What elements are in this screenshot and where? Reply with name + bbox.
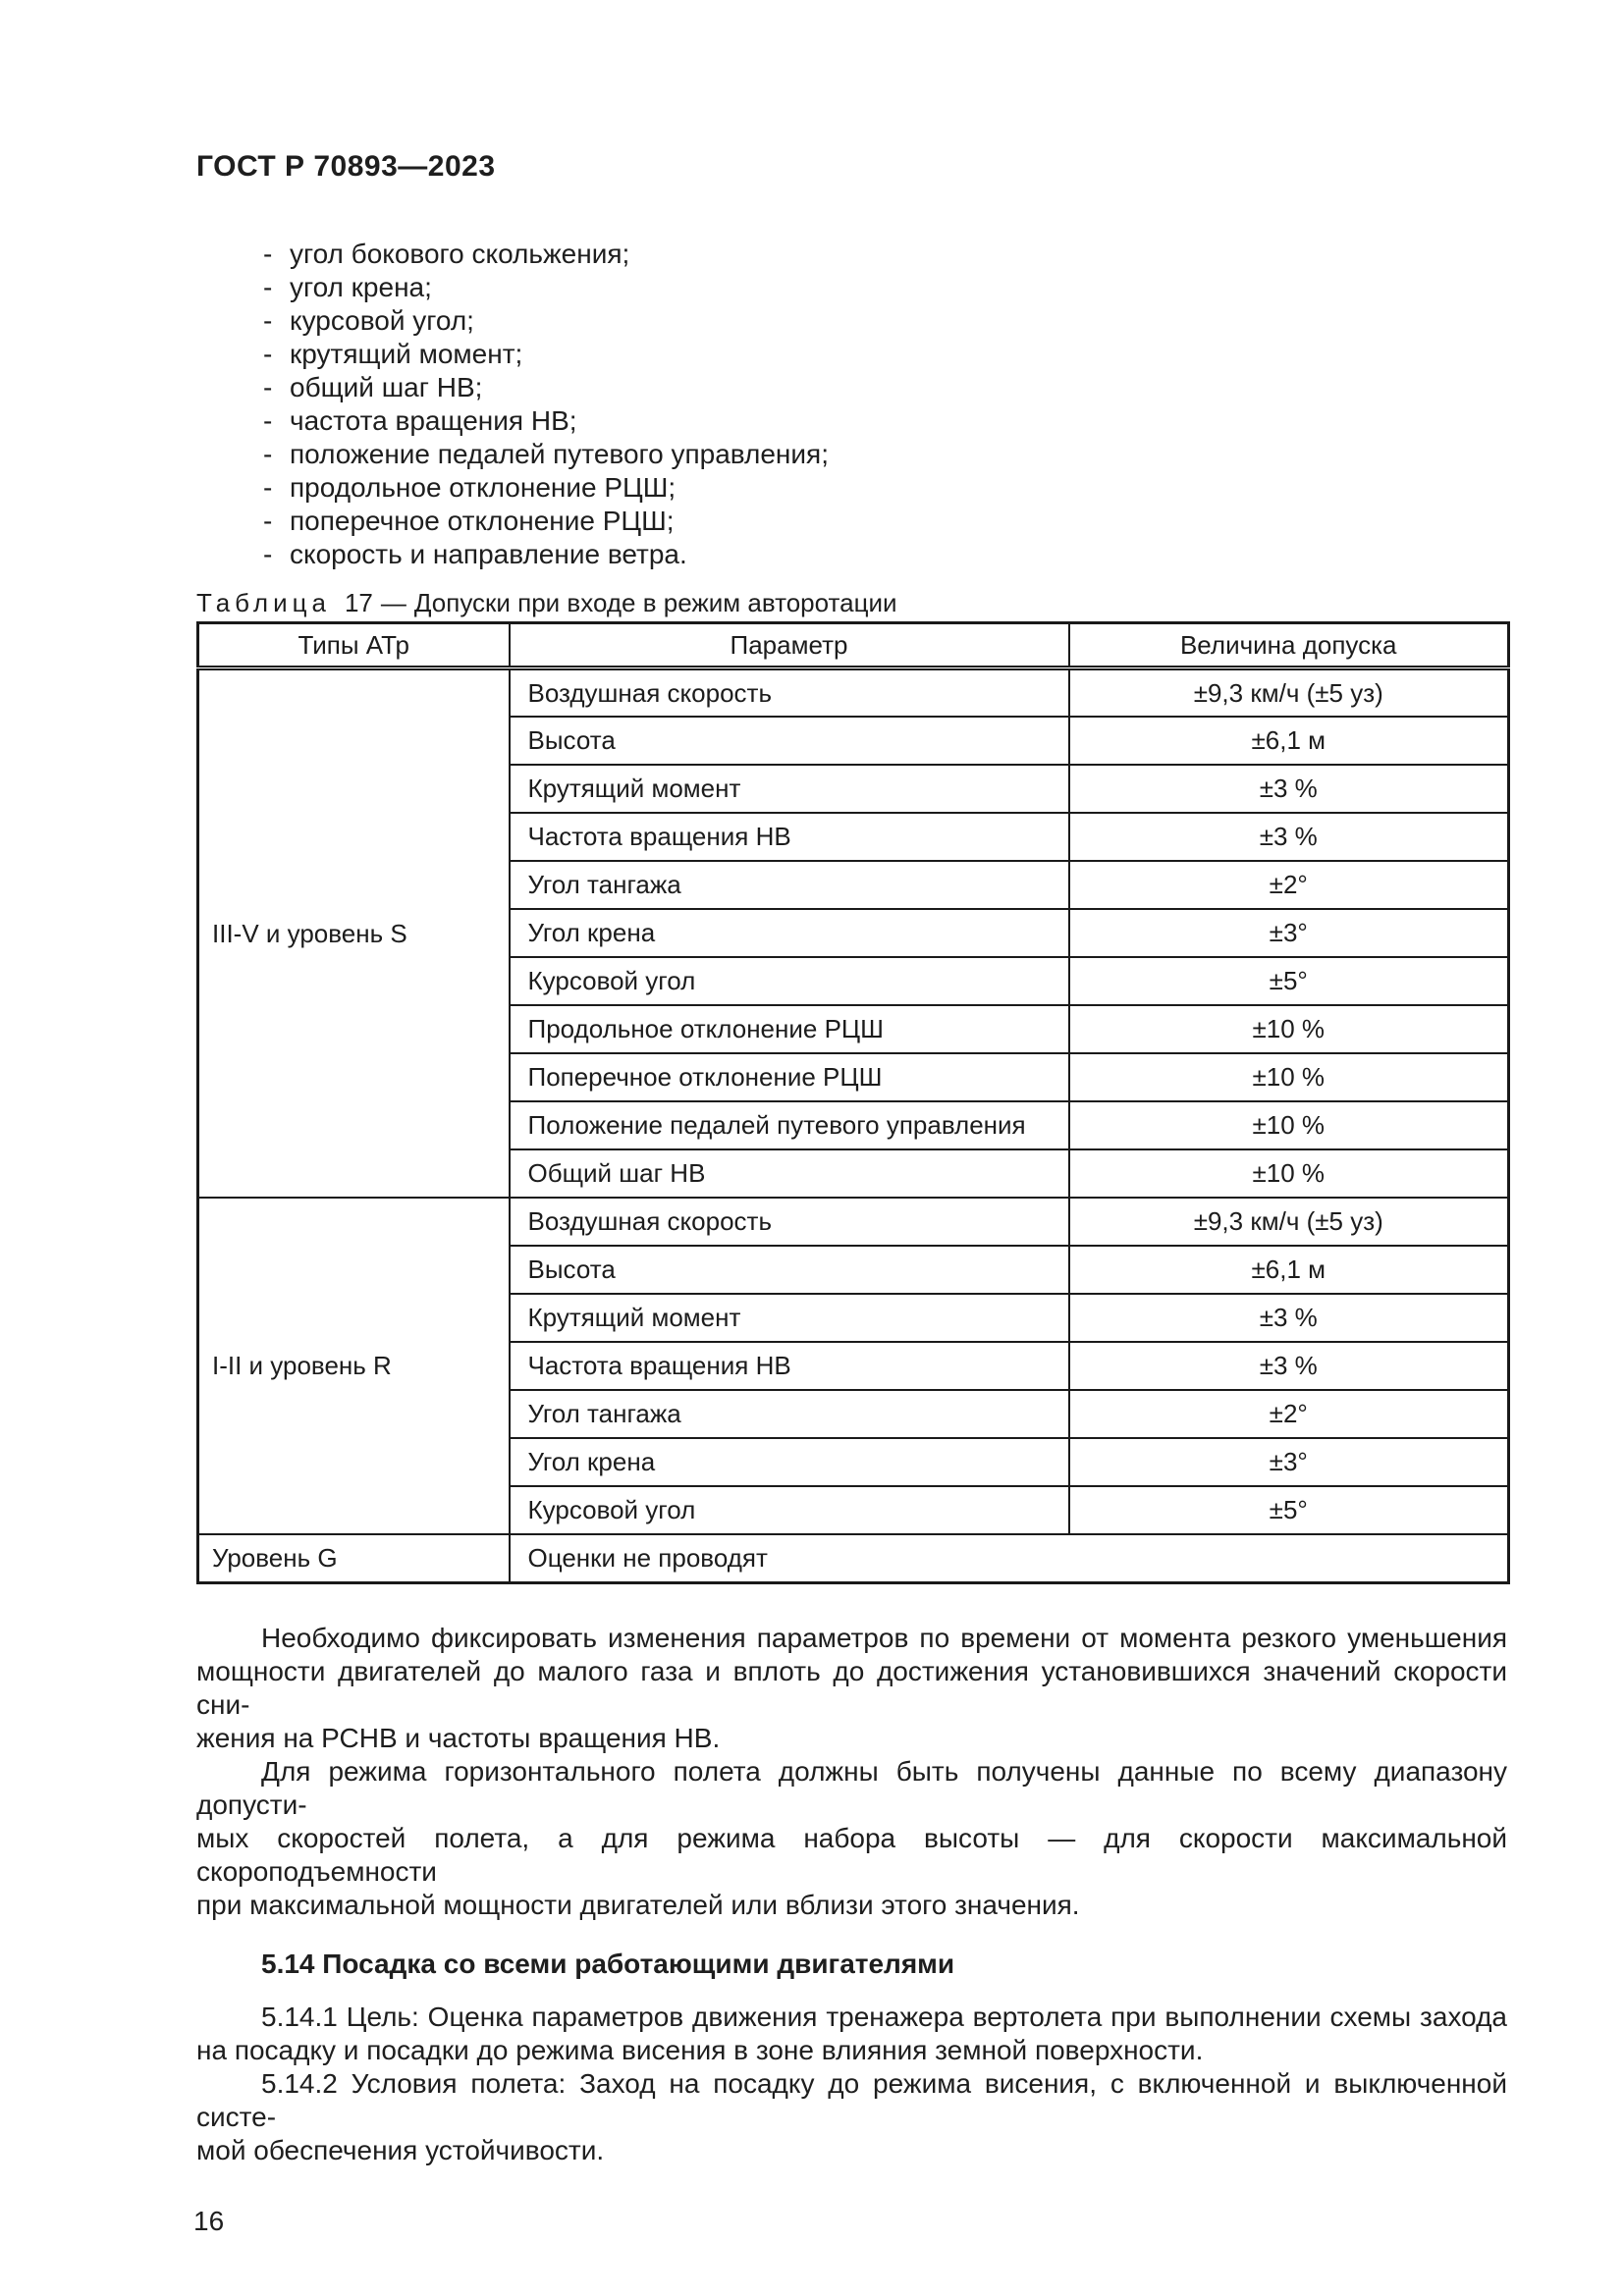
section-heading-5-14: 5.14 Посадка со всеми работающими двигателями: [261, 1949, 955, 1979]
list-item-marker: -: [263, 339, 273, 369]
table-caption: [196, 588, 1507, 617]
param-cell: Положение педалей путевого управления: [510, 1101, 1069, 1149]
paragraph: [196, 1622, 1507, 1755]
table-row: [198, 668, 1509, 717]
list-item-text: положение педалей путевого управления;: [290, 439, 829, 469]
col-header-parameter: Параметр: [510, 623, 1069, 668]
table-caption-number: 17: [344, 588, 373, 617]
param-cell: Крутящий момент: [510, 765, 1069, 813]
parameter-list: [196, 238, 1507, 571]
value-cell: ±2°: [1069, 861, 1509, 909]
list-item-text: скорость и направление ветра.: [290, 539, 687, 569]
list-item: [196, 538, 1507, 571]
doc-number: ГОСТ Р 70893—2023: [196, 150, 496, 183]
param-cell: Курсовой угол: [510, 1486, 1069, 1534]
list-item-marker: -: [263, 239, 273, 269]
col-header-tolerance: Величина допуска: [1069, 623, 1509, 668]
list-item: [196, 304, 1507, 338]
paragraph-line: мощности двигателей до малого газа и вплоть до достижения установившихся значений скорости сни-: [196, 1656, 1507, 1720]
paragraph-line: мых скоростей полета, а для режима набора высоты — для скорости максимальной скороподъемности: [196, 1823, 1507, 1887]
list-item: [196, 338, 1507, 371]
paragraph-line: 5.14.2 Условия полета: Заход на посадку до режима висения, с включенной и выключенной систе-: [196, 2068, 1507, 2132]
table-row: [198, 1198, 1509, 1246]
group-label-cell: Уровень G: [198, 1534, 510, 1583]
table-row: [198, 1534, 1509, 1583]
group-label-cell: III-V и уровень S: [198, 668, 510, 1198]
param-cell: Угол тангажа: [510, 861, 1069, 909]
value-cell: ±3°: [1069, 909, 1509, 957]
value-cell: ±6,1 м: [1069, 1246, 1509, 1294]
list-item-marker: -: [263, 272, 273, 302]
page-number: 16: [193, 2206, 225, 2236]
table-caption-dash: —: [380, 588, 406, 617]
param-cell: Частота вращения НВ: [510, 813, 1069, 861]
list-item-text: частота вращения НВ;: [290, 405, 577, 436]
value-cell: ±3 %: [1069, 813, 1509, 861]
paragraph-line: 5.14.1 Цель: Оценка параметров движения тренажера вертолета при выполнении схемы захода: [261, 2002, 1507, 2032]
list-item-marker: -: [263, 439, 273, 469]
table-header-row: [198, 623, 1509, 668]
paragraph-line: Необходимо фиксировать изменения параметров по времени от момента резкого уменьшения: [261, 1623, 1507, 1653]
paragraph-line: на посадку и посадки до режима висения в зоне влияния земной поверхности.: [196, 2035, 1204, 2065]
list-item-text: угол крена;: [290, 272, 432, 302]
table-caption-text: Допуски при входе в режим авторотации: [413, 588, 897, 617]
paragraph-line: жения на РСНВ и частоты вращения НВ.: [196, 1723, 721, 1753]
list-item-marker: -: [263, 506, 273, 536]
list-item: [196, 271, 1507, 304]
value-cell: ±10 %: [1069, 1149, 1509, 1198]
param-cell: Продольное отклонение РЦШ: [510, 1005, 1069, 1053]
value-cell: ±10 %: [1069, 1101, 1509, 1149]
param-cell: Высота: [510, 1246, 1069, 1294]
list-item-marker: -: [263, 539, 273, 569]
param-cell: Поперечное отклонение РЦШ: [510, 1053, 1069, 1101]
value-cell: ±9,3 км/ч (±5 уз): [1069, 1198, 1509, 1246]
tolerances-table: [196, 621, 1510, 1584]
list-item-text: общий шаг НВ;: [290, 372, 483, 402]
paragraph: [196, 1755, 1507, 1922]
paragraph: [196, 2001, 1507, 2067]
paragraph-line: Для режима горизонтального полета должны быть получены данные по всему диапазону допусти-: [196, 1756, 1507, 1820]
list-item: [196, 505, 1507, 538]
value-cell: ±3 %: [1069, 765, 1509, 813]
list-item: [196, 404, 1507, 438]
group-label-cell: I-II и уровень R: [198, 1198, 510, 1534]
value-cell: ±10 %: [1069, 1005, 1509, 1053]
param-cell: Воздушная скорость: [510, 1198, 1069, 1246]
value-cell: ±3 %: [1069, 1294, 1509, 1342]
list-item-marker: -: [263, 372, 273, 402]
value-cell: ±9,3 км/ч (±5 уз): [1069, 668, 1509, 717]
param-cell: Угол крена: [510, 909, 1069, 957]
param-cell: Высота: [510, 717, 1069, 765]
value-cell: ±3°: [1069, 1438, 1509, 1486]
value-cell: ±2°: [1069, 1390, 1509, 1438]
list-item: [196, 238, 1507, 271]
param-cell: Угол тангажа: [510, 1390, 1069, 1438]
list-item-text: продольное отклонение РЦШ;: [290, 472, 677, 503]
value-cell: ±3 %: [1069, 1342, 1509, 1390]
paragraph-line: при максимальной мощности двигателей или вблизи этого значения.: [196, 1890, 1080, 1920]
paragraph: [196, 2067, 1507, 2167]
value-cell: ±5°: [1069, 957, 1509, 1005]
param-cell: Частота вращения НВ: [510, 1342, 1069, 1390]
list-item-text: курсовой угол;: [290, 305, 474, 336]
page-content: [193, 0, 1507, 2238]
value-cell: ±6,1 м: [1069, 717, 1509, 765]
param-cell: Воздушная скорость: [510, 668, 1069, 717]
list-item-text: угол бокового скольжения;: [290, 239, 630, 269]
paragraph-line: мой обеспечения устойчивости.: [196, 2135, 605, 2165]
value-cell: ±5°: [1069, 1486, 1509, 1534]
list-item-text: поперечное отклонение РЦШ;: [290, 506, 675, 536]
list-item-marker: -: [263, 472, 273, 503]
list-item-marker: -: [263, 405, 273, 436]
param-cell: Курсовой угол: [510, 957, 1069, 1005]
list-item: [196, 438, 1507, 471]
list-item-marker: -: [263, 305, 273, 336]
value-cell: ±10 %: [1069, 1053, 1509, 1101]
list-item: [196, 371, 1507, 404]
note-cell: Оценки не проводят: [510, 1534, 1509, 1583]
param-cell: Общий шаг НВ: [510, 1149, 1069, 1198]
param-cell: Крутящий момент: [510, 1294, 1069, 1342]
param-cell: Угол крена: [510, 1438, 1069, 1486]
col-header-types: Типы АТр: [198, 623, 510, 668]
list-item-text: крутящий момент;: [290, 339, 523, 369]
list-item: [196, 471, 1507, 505]
table-caption-word: Таблица: [196, 588, 331, 617]
